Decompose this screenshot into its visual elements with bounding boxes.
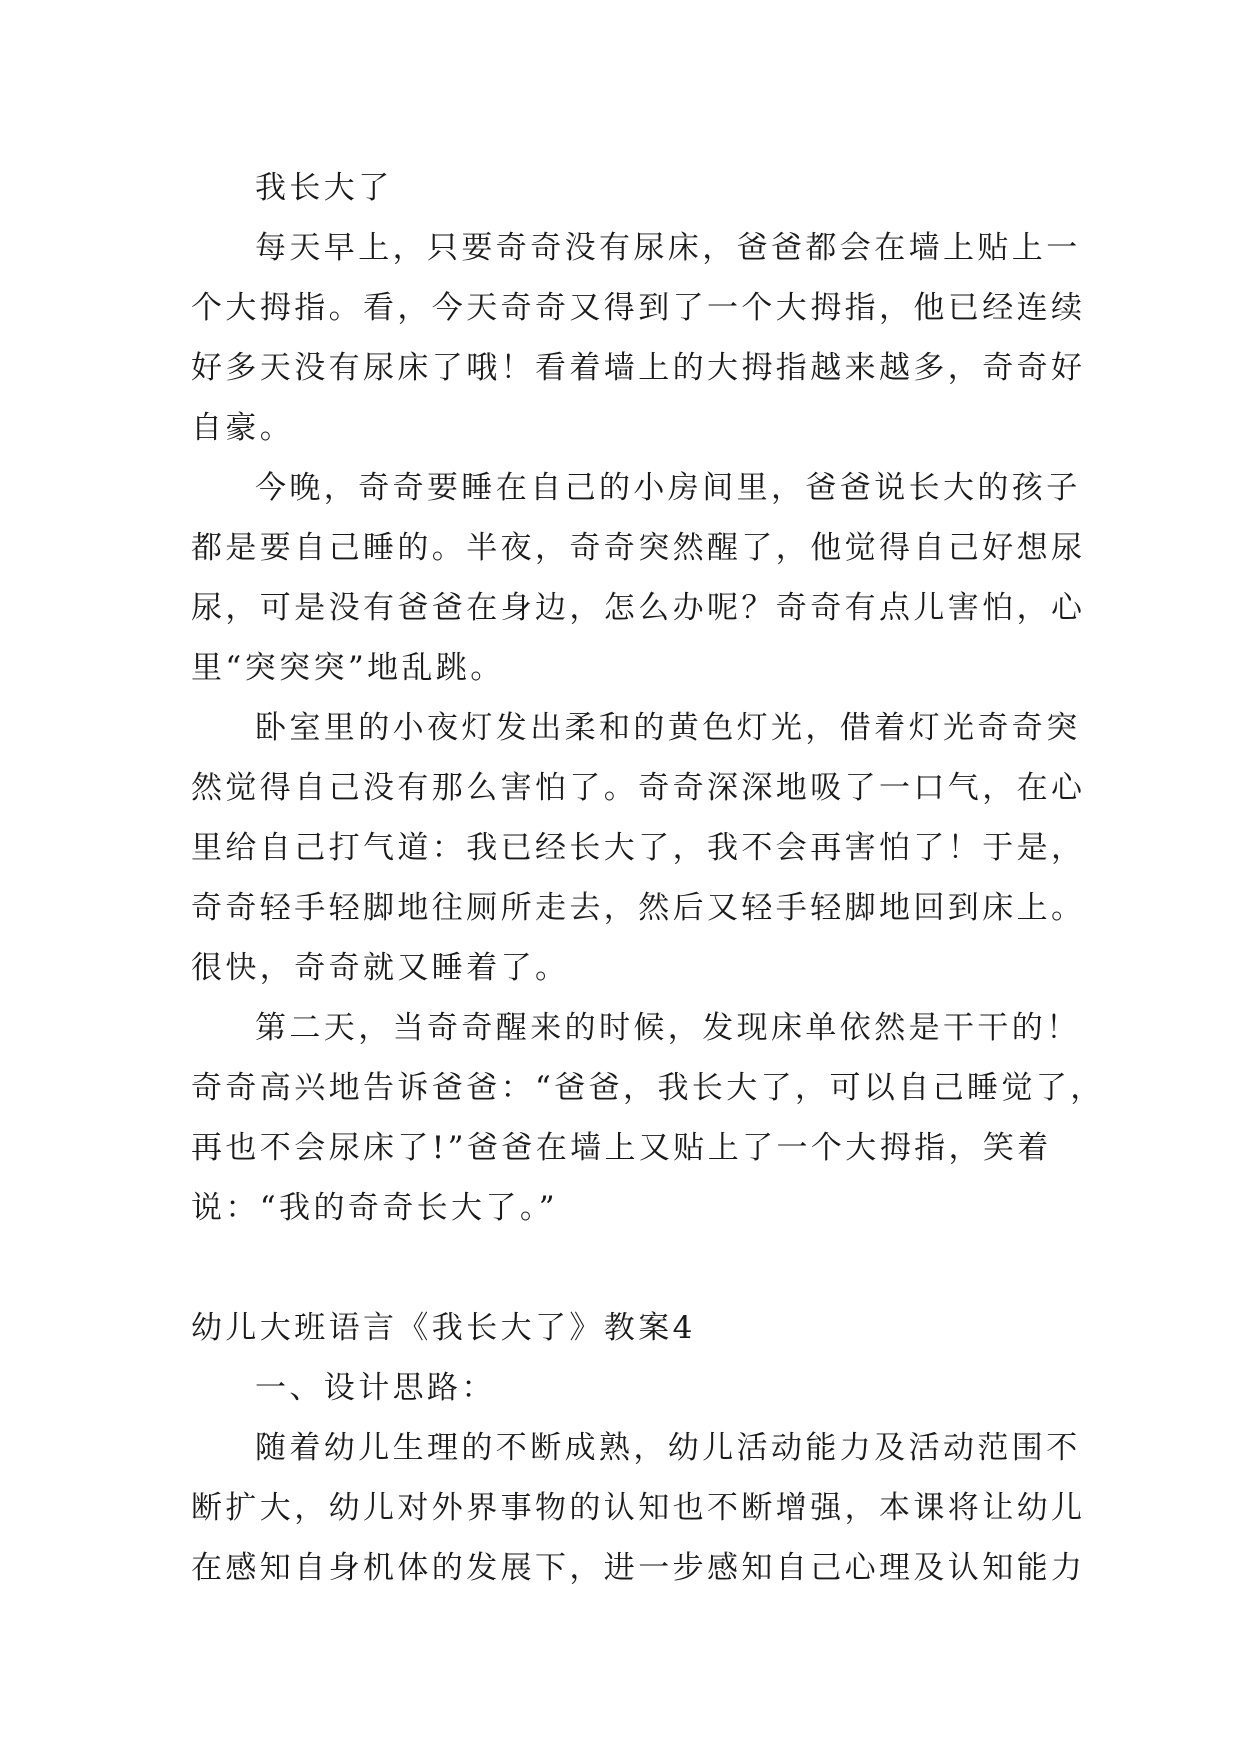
text-line: 断扩大，幼儿对外界事物的认知也不断增强，本课将让幼儿 (191, 1490, 1086, 1526)
text-line: 里给自己打气道：我已经长大了，我不会再害怕了！于是， (191, 830, 1086, 866)
lesson-paragraph (191, 1418, 1086, 1598)
text-line: 尿，可是没有爸爸在身边，怎么办呢？奇奇有点儿害怕，心 (191, 590, 1086, 626)
story-paragraph-2 (191, 458, 1086, 698)
text-line: 随着幼儿生理的不断成熟，幼儿活动能力及活动范围不 (255, 1430, 1081, 1466)
lesson-heading: 幼儿大班语言《我长大了》教案4 (191, 1310, 696, 1346)
text-line: 每天早上，只要奇奇没有尿床，爸爸都会在墙上贴上一 (255, 230, 1081, 266)
text-line: 卧室里的小夜灯发出柔和的黄色灯光，借着灯光奇奇突 (255, 710, 1081, 746)
text-line: 然觉得自己没有那么害怕了。奇奇深深地吸了一口气，在心 (191, 770, 1086, 806)
text-line: 都是要自己睡的。半夜，奇奇突然醒了，他觉得自己好想尿 (191, 530, 1086, 566)
text-line: 很快，奇奇就又睡着了。 (191, 950, 570, 986)
text-line: 奇奇轻手轻脚地往厕所走去，然后又轻手轻脚地回到床上。 (191, 890, 1086, 926)
text-line: 说：“我的奇奇长大了。” (191, 1190, 558, 1226)
text-line: 好多天没有尿床了哦！看着墙上的大拇指越来越多，奇奇好 (191, 350, 1086, 386)
story-title: 我长大了 (255, 170, 393, 206)
text-line: 个大拇指。看，今天奇奇又得到了一个大拇指，他已经连续 (191, 290, 1086, 326)
text-line: 今晚，奇奇要睡在自己的小房间里，爸爸说长大的孩子 (255, 470, 1081, 506)
text-line: 在感知自身机体的发展下，进一步感知自己心理及认知能力 (191, 1550, 1086, 1586)
text-line: 里“突突突”地乱跳。 (191, 650, 505, 686)
section-title: 一、设计思路： (255, 1370, 496, 1406)
text-column (191, 158, 1105, 1598)
text-line: 自豪。 (191, 410, 295, 446)
text-line: 再也不会尿床了!”爸爸在墙上又贴上了一个大拇指，笑着 (191, 1130, 1052, 1166)
story-paragraph-4 (191, 998, 1105, 1238)
text-line: 奇奇高兴地告诉爸爸：“爸爸，我长大了，可以自己睡觉了， (191, 1070, 1105, 1106)
story-paragraph-1 (191, 218, 1086, 458)
text-line: 第二天，当奇奇醒来的时候，发现床单依然是干干的！ (255, 1010, 1081, 1046)
story-paragraph-3 (191, 698, 1086, 998)
